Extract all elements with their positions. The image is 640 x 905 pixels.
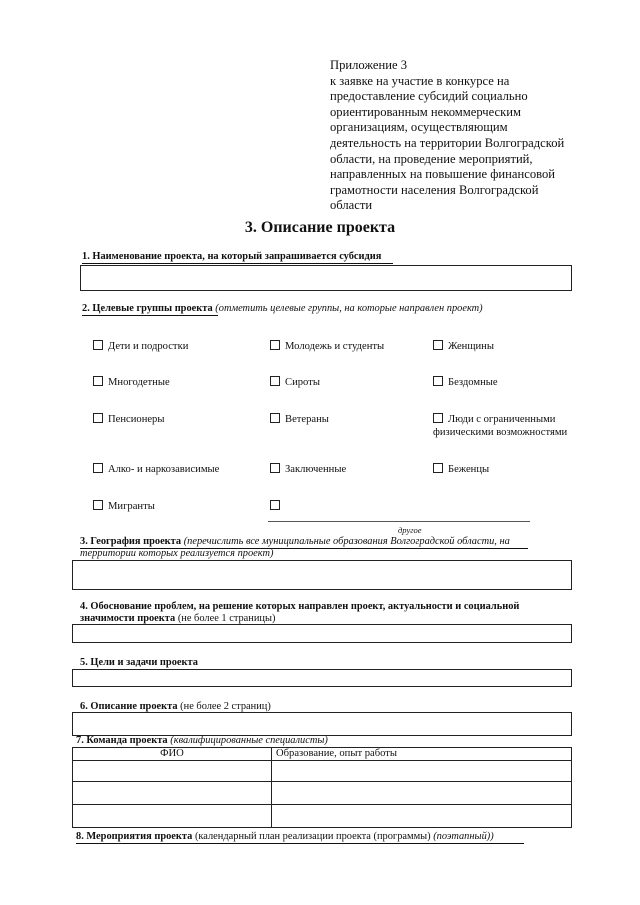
project-description-field[interactable]: [72, 712, 572, 736]
annex-line: организациям, осуществляющим: [330, 120, 508, 135]
section-3-label: 3. География проекта (перечислить все муниципальные образования Волгоградской области, на: [80, 536, 510, 547]
annex-line: грамотности населения Волгоградской: [330, 182, 539, 197]
section-4-label-2: значимости проекта (не более 1 страницы): [80, 613, 276, 624]
table-header-row: [73, 748, 572, 761]
annex-line: области, на проведение мероприятий,: [330, 151, 533, 166]
col-header-education: Образование, опыт работы: [272, 748, 572, 761]
checkbox-square[interactable]: [93, 413, 103, 423]
checkbox-other[interactable]: [270, 500, 285, 512]
goals-field[interactable]: [72, 669, 572, 687]
table-row: [73, 805, 572, 828]
problem-justification-field[interactable]: [72, 624, 572, 643]
table-cell[interactable]: [73, 805, 272, 828]
annex-line: к заявке на участие в конкурсе на: [330, 73, 510, 88]
section-2-label: 2. Целевые группы проекта (отметить целевые группы, на которые направлен проект): [82, 303, 483, 314]
checkbox-square[interactable]: [270, 500, 280, 510]
checkbox-square[interactable]: [433, 413, 443, 423]
section-1-underline: [82, 263, 393, 264]
checkbox-women[interactable]: Женщины: [433, 340, 494, 352]
section-5-label: 5. Цели и задачи проекта: [80, 657, 198, 668]
annex-line: ориентированным некоммерческим: [330, 104, 521, 119]
annex-line: деятельность на территории Волгоградской: [330, 135, 565, 150]
annex-line: предоставление субсидий социально: [330, 89, 528, 104]
annex-line: направленных на повышение финансовой: [330, 167, 556, 182]
table-cell[interactable]: [272, 805, 572, 828]
checkbox-addicts[interactable]: Алко- и наркозависимые: [93, 463, 219, 475]
checkbox-children[interactable]: Дети и подростки: [93, 340, 188, 352]
checkbox-veterans[interactable]: Ветераны: [270, 413, 329, 425]
checkbox-square[interactable]: [93, 376, 103, 386]
page-title: 3. Описание проекта: [244, 219, 396, 236]
section-6-label: 6. Описание проекта (не более 2 страниц): [80, 701, 271, 712]
col-header-name: ФИО: [73, 748, 272, 761]
section-4-label: 4. Обоснование проблем, на решение которых направлен проект, актуальности и социальной: [80, 601, 520, 612]
checkbox-square[interactable]: [93, 500, 103, 510]
section-3-hint-line2: территории которых реализуется проект): [80, 548, 274, 559]
section-1-label: 1. Наименование проекта, на который запрашивается субсидия: [82, 251, 382, 262]
checkbox-orphans[interactable]: Сироты: [270, 376, 320, 388]
checkbox-prisoners[interactable]: Заключенные: [270, 463, 346, 475]
table-cell[interactable]: [73, 782, 272, 805]
annex-line: Приложение 3: [330, 58, 408, 72]
section-8-label: 8. Мероприятия проекта (календарный план реализации проекта (программы) (поэтапный)): [76, 831, 494, 842]
checkbox-square[interactable]: [270, 340, 280, 350]
team-table: [72, 747, 572, 828]
section-8-underline: [76, 843, 524, 844]
annex-header: [330, 58, 600, 214]
table-cell[interactable]: [272, 761, 572, 782]
checkbox-square[interactable]: [93, 463, 103, 473]
checkbox-homeless[interactable]: Бездомные: [433, 376, 498, 388]
checkbox-square[interactable]: [433, 376, 443, 386]
other-input-line[interactable]: [268, 521, 530, 522]
checkbox-migrants[interactable]: Мигранты: [93, 500, 155, 512]
annex-line: области: [330, 198, 373, 213]
checkbox-large-families[interactable]: Многодетные: [93, 376, 170, 388]
checkbox-refugees[interactable]: Беженцы: [433, 463, 489, 475]
geography-field[interactable]: [72, 560, 572, 590]
checkbox-square[interactable]: [93, 340, 103, 350]
checkbox-youth[interactable]: Молодежь и студенты: [270, 340, 384, 352]
checkbox-square[interactable]: [433, 340, 443, 350]
checkbox-square[interactable]: [433, 463, 443, 473]
project-name-field[interactable]: [80, 265, 572, 291]
checkbox-square[interactable]: [270, 463, 280, 473]
table-row: [73, 761, 572, 782]
table-row: [73, 782, 572, 805]
section-7-label: 7. Команда проекта (квалифицированные специалисты): [76, 735, 328, 746]
checkbox-square[interactable]: [270, 413, 280, 423]
table-cell[interactable]: [73, 761, 272, 782]
checkbox-square[interactable]: [270, 376, 280, 386]
section-2-underline: [82, 315, 218, 316]
other-caption: другое: [398, 525, 422, 535]
checkbox-pensioners[interactable]: Пенсионеры: [93, 413, 164, 425]
checkbox-disabled[interactable]: Люди с ограниченными физическими возможностями: [433, 414, 568, 438]
table-cell[interactable]: [272, 782, 572, 805]
